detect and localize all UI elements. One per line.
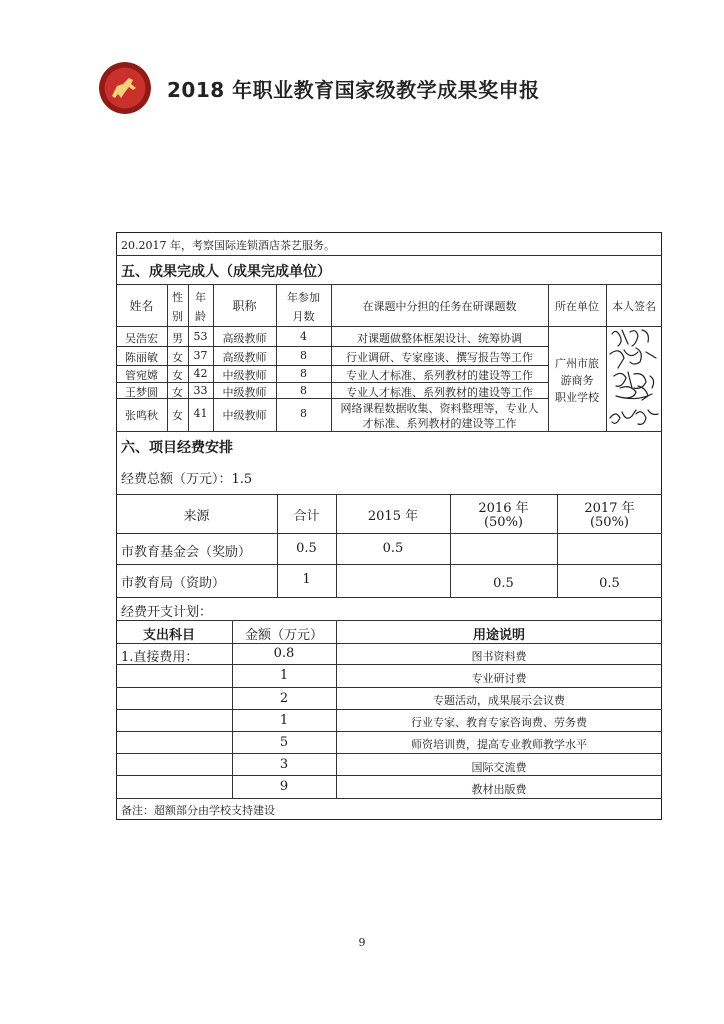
member-gender: 女 xyxy=(172,386,183,399)
funding-total: 经费总额（万元）：1.5 xyxy=(121,472,253,487)
section-6-title: 六、项目经费安排 xyxy=(121,440,233,456)
plan-usage: 行业专家、教育专家咨询费、劳务费 xyxy=(411,716,587,729)
document-header xyxy=(99,62,659,118)
row-divider xyxy=(116,643,662,644)
member-age: 37 xyxy=(193,349,208,362)
col-header-age: 年 xyxy=(195,291,206,304)
col-header-signature: 本人签名 xyxy=(612,300,656,313)
row-divider xyxy=(116,620,662,621)
col-header-unit: 所在单位 xyxy=(555,300,599,313)
funding-col-2015: 2015 年 xyxy=(367,509,419,524)
row-divider xyxy=(116,753,662,754)
funding-2015-value: 0.5 xyxy=(382,541,404,556)
member-age: 33 xyxy=(193,384,208,397)
row-divider xyxy=(116,709,662,710)
member-name: 张鸣秋 xyxy=(125,409,158,422)
member-title: 高级教师 xyxy=(222,351,267,364)
member-title: 中级教师 xyxy=(222,369,267,382)
funding-col-2016: (50%) xyxy=(483,515,524,530)
funding-col-total: 合计 xyxy=(293,509,320,524)
plan-amount: 0.8 xyxy=(273,646,295,661)
row-divider xyxy=(116,798,662,799)
member-age: 42 xyxy=(193,367,208,380)
member-age: 53 xyxy=(193,330,208,343)
member-name: 管宛嫦 xyxy=(125,369,158,382)
plan-usage: 教材出版费 xyxy=(471,783,527,796)
plan-amount: 5 xyxy=(279,735,289,750)
funding-col-2017: (50%) xyxy=(589,515,630,530)
member-months: 4 xyxy=(300,330,307,343)
col-header-name: 姓名 xyxy=(129,299,154,313)
member-gender: 男 xyxy=(172,332,183,345)
col-header-months: 月数 xyxy=(292,310,315,323)
member-name: 吴浩宏 xyxy=(125,332,158,345)
horse-emblem-icon xyxy=(109,74,141,102)
plan-amount: 3 xyxy=(279,757,289,772)
page-number: 9 xyxy=(358,936,366,949)
page-title: 2018 年职业教育国家级教学成果奖申报 xyxy=(167,78,540,102)
row-divider xyxy=(116,494,662,495)
funding-col-2016: 2016 年 xyxy=(478,501,529,516)
row-divider xyxy=(116,775,662,776)
funding-col-source: 来源 xyxy=(183,509,210,524)
row-divider xyxy=(116,687,662,688)
member-task: 对课题做整体框架设计、统筹协调 xyxy=(357,332,522,345)
member-task: 专业人才标准、系列教材的建设等工作 xyxy=(346,369,533,382)
member-task: 专业人才标准、系列教材的建设等工作 xyxy=(346,386,533,399)
plan-usage: 图书资料费 xyxy=(471,650,527,663)
unit-name: 广州市旅 xyxy=(555,357,599,370)
member-task: 行业调研、专家座谈、撰写报告等工作 xyxy=(346,351,533,364)
unit-name: 游商务 xyxy=(560,374,594,387)
row-divider xyxy=(116,597,662,598)
plan-col-item: 支出科目 xyxy=(143,628,196,643)
unit-name: 职业学校 xyxy=(555,391,599,404)
plan-amount: 9 xyxy=(279,779,289,794)
plan-amount: 1 xyxy=(279,713,289,728)
funding-source: 市教育局（资助） xyxy=(121,576,226,591)
row-divider xyxy=(116,431,662,432)
plan-amount: 2 xyxy=(279,691,289,706)
col-header-months: 年参加 xyxy=(287,291,320,304)
school-logo xyxy=(99,62,151,114)
col-header-tasks: 在课题中分担的任务在研课题数 xyxy=(362,300,517,313)
member-months: 8 xyxy=(300,349,307,362)
plan-usage: 师资培训费，提高专业教师教学水平 xyxy=(411,738,587,751)
row-divider xyxy=(116,284,662,285)
col-header-gender: 性 xyxy=(172,291,183,304)
plan-col-usage: 用途说明 xyxy=(472,628,525,643)
row-divider xyxy=(116,533,662,534)
plan-usage: 专业研讨费 xyxy=(471,672,527,685)
member-title: 中级教师 xyxy=(222,386,267,399)
row-divider xyxy=(116,365,548,366)
member-title: 中级教师 xyxy=(222,409,267,422)
plan-usage: 国际交流费 xyxy=(471,761,527,774)
member-age: 41 xyxy=(193,407,208,420)
handwritten-signatures xyxy=(606,326,664,432)
col-header-age: 龄 xyxy=(195,310,206,323)
funding-source: 市教育基金会（奖励） xyxy=(121,545,252,560)
member-task: 才标准、系列教材的建设等工作 xyxy=(362,417,517,430)
row-divider xyxy=(116,255,662,256)
plan-amount: 1 xyxy=(279,668,289,683)
member-task: 网络课程数据收集、资料整理等，专业人 xyxy=(340,402,539,415)
member-months: 8 xyxy=(300,407,307,420)
member-title: 高级教师 xyxy=(222,332,267,345)
plan-title: 经费开支计划： xyxy=(121,605,213,620)
continued-note: 20.2017 年，考察国际连锁酒店茶艺服务。 xyxy=(121,239,335,252)
funding-2017-value: 0.5 xyxy=(599,576,620,591)
row-divider xyxy=(116,731,662,732)
plan-usage: 专题活动，成果展示会议费 xyxy=(433,694,565,707)
funding-total-value: 0.5 xyxy=(296,541,317,556)
member-gender: 女 xyxy=(172,351,183,364)
member-gender: 女 xyxy=(172,409,183,422)
funding-total-value: 1 xyxy=(302,572,311,587)
plan-item: 1.直接费用： xyxy=(121,650,199,665)
section-5-title: 五、成果完成人（成果完成单位） xyxy=(121,264,331,280)
col-header-title: 职称 xyxy=(232,299,257,313)
row-divider xyxy=(116,564,662,565)
plan-col-amount: 金额（万元） xyxy=(244,628,323,643)
member-gender: 女 xyxy=(172,369,183,382)
funding-col-2017: 2017 年 xyxy=(584,501,635,516)
member-months: 8 xyxy=(300,384,307,397)
row-divider xyxy=(116,346,548,347)
member-name: 陈丽敏 xyxy=(125,351,158,364)
funding-2016-value: 0.5 xyxy=(493,576,514,591)
member-name: 王梦圆 xyxy=(125,386,158,399)
col-header-gender: 别 xyxy=(172,310,183,323)
member-months: 8 xyxy=(300,367,307,380)
remark-note: 备注：超额部分由学校支持建设 xyxy=(121,804,275,817)
row-divider xyxy=(116,326,662,327)
